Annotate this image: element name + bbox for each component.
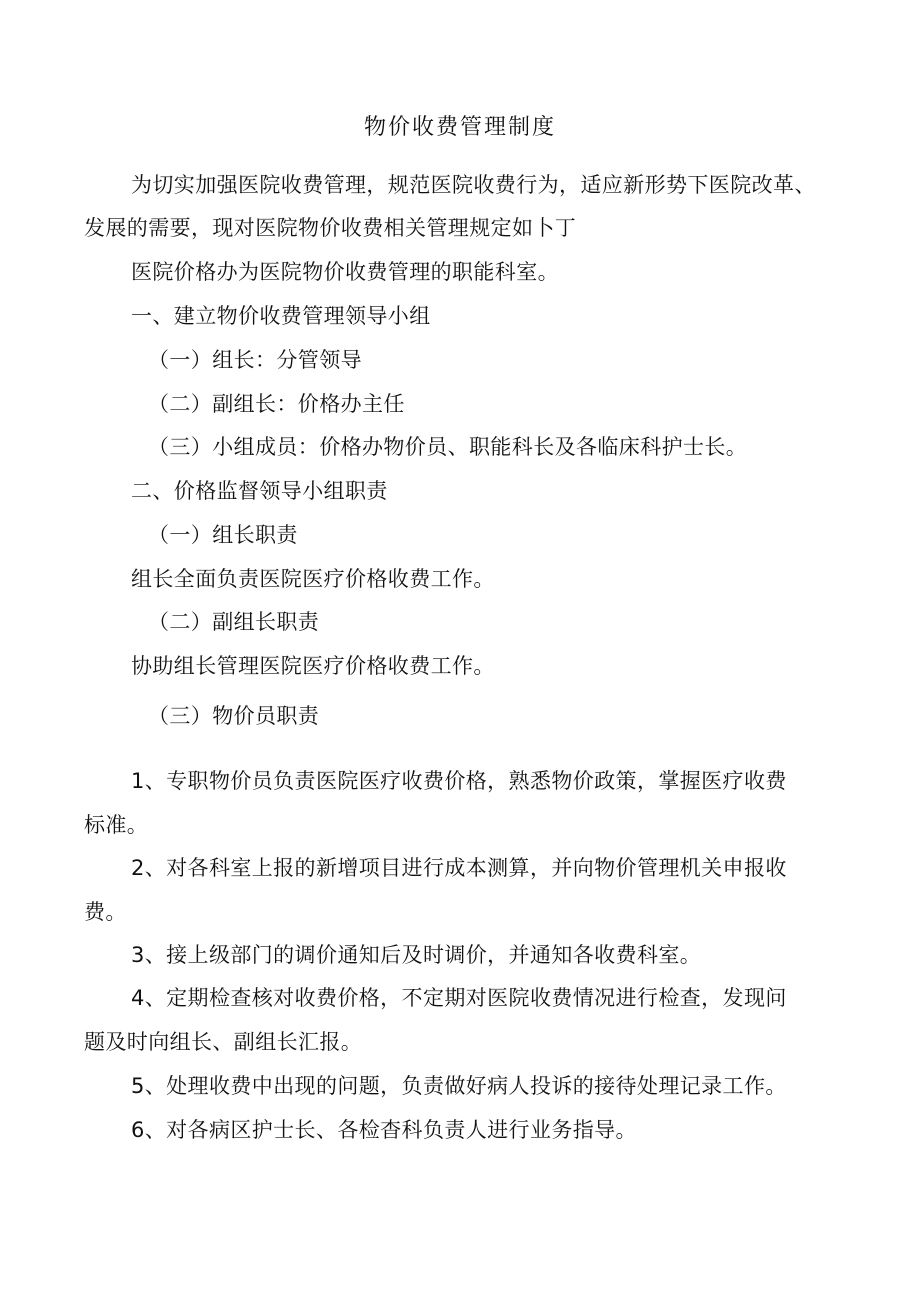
document-title: 物价收费管理制度 xyxy=(363,115,556,140)
section-2-sub-1-text: 组长全面负责医院医疗价格收费工作。 xyxy=(131,567,495,591)
office-statement: 医院价格办为医院物价收费管理的职能科室。 xyxy=(131,260,559,284)
section-2-sub-2-text: 协助组长管理医院医疗价格收费工作。 xyxy=(131,654,495,678)
section-2-sub-3-heading: （三）物价员职责 xyxy=(148,704,320,728)
section-2-heading: 二、价格监督领导小组职责 xyxy=(131,479,388,503)
section-1-heading: 一、建立物价收费管理领导小组 xyxy=(131,304,431,328)
duty-2-line-1: 2、对各科室上报的新增项目进行成本测算，并向物价管理机关申报收 xyxy=(131,856,787,880)
duty-4-line-1: 4、定期检查核对收费价格，不定期对医院收费情况进行检查，发现问 xyxy=(131,986,787,1010)
section-2-sub-2-heading: （二）副组长职责 xyxy=(148,610,320,634)
duty-1-line-1: 1、专职物价员负责医院医疗收费价格，熟悉物价政策，掌握医疗收费 xyxy=(131,769,787,793)
duty-4-line-2: 题及时向组长、副组长汇报。 xyxy=(84,1030,363,1054)
duty-1-line-2: 标准。 xyxy=(84,813,149,837)
intro-line-2: 发展的需要，现对医院物价收费相关管理规定如卜丁 xyxy=(84,216,577,240)
section-1-item-3: （三）小组成员：价格办物价员、职能科长及各临床科护士长。 xyxy=(148,435,748,459)
duty-3: 3、接上级部门的调价通知后及时调价，并通知各收费科室。 xyxy=(131,943,702,967)
section-1-item-2: （二）副组长：价格办主任 xyxy=(148,392,405,416)
duty-2-line-2: 费。 xyxy=(84,900,127,924)
duty-6: 6、对各病区护士长、各检杳科负责人进行业务指导。 xyxy=(131,1118,637,1142)
intro-line-1: 为切实加强医院收费管理，规范医院收费行为，适应新形势下医院改革、 xyxy=(131,173,816,197)
duty-5: 5、处理收费中出现的问题，负责做好病人投诉的接待处理记录工作。 xyxy=(131,1074,787,1098)
section-1-item-1: （一）组长：分管领导 xyxy=(148,348,362,372)
section-2-sub-1-heading: （一）组长职责 xyxy=(148,523,298,547)
